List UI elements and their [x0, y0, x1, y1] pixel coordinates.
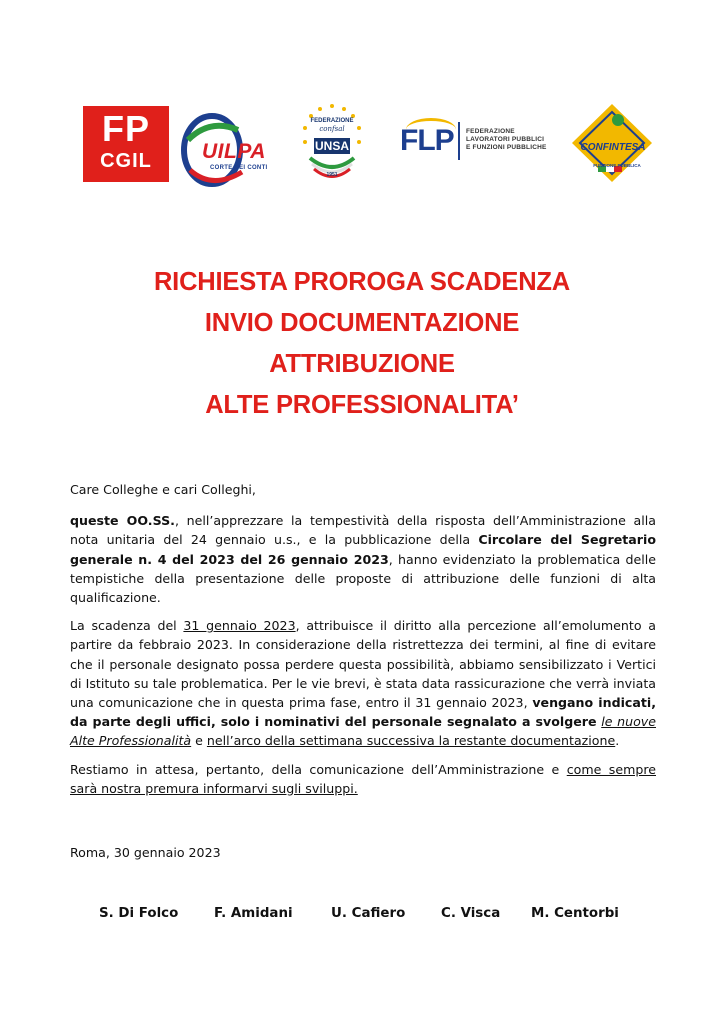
flp-logo	[400, 114, 560, 168]
signature-name: S. Di Folco	[99, 906, 179, 921]
signature-name: C. Visca	[441, 906, 501, 921]
p2-underline-2: nell’arco della settimana successiva la restante documentazione	[206, 733, 616, 749]
fp-cgil-logo	[83, 106, 169, 182]
unsa-year-label: 1951	[326, 172, 338, 178]
p3-underline-1: come sempre sarà nostra premura informarvi sugli sviluppi.	[70, 761, 656, 796]
p2-text-4: e	[191, 733, 207, 749]
letter-date: Roma, 30 gennaio 2023	[70, 845, 221, 860]
uilpa-logo-name: UILPA	[202, 140, 266, 163]
greeting: Care Colleghe e cari Colleghi,	[70, 482, 256, 497]
letter-body	[70, 480, 656, 807]
p2-underline-italic: le nuove Alte Professionalità	[70, 714, 656, 749]
fp-cgil-logo-line2: CGIL	[100, 150, 152, 172]
document-title	[0, 262, 724, 426]
p1-bold-1: queste OO.SS.	[70, 513, 175, 529]
p2-bold-1: vengano indicati, da parte degli uffici, solo i nominativi del personale segnalato a svolgere	[70, 695, 656, 730]
signature-name: F. Amidani	[214, 906, 293, 921]
fp-cgil-logo-line1: FP	[101, 108, 150, 149]
p1-text-1: , nell’apprezzare la tempestività della risposta dell’Amministrazione alla nota unitaria del 24 gennaio u.s., e la pubblicazione della	[70, 513, 656, 548]
p2-text-2: , attribuisce il diritto alla percezione all’emolumento a partire da febbraio 2023. In considerazione della ristrettezza dei termini, al fine di evitare che il personale designato possa perdere questa possibilità, abbiamo sensibilizzato i Vertici di Istituto su tale problematica. Per le vie brevi, è stata data rassicurazione che verrà inviata una comunicazione che in questa prima fase, entro il 31 gennaio 2023,	[70, 618, 656, 711]
unsa-federazione-label: FEDERAZIONE	[310, 118, 354, 124]
confintesa-name: CONFINTESA	[580, 142, 646, 153]
p3-text-1: Restiamo in attesa, pertanto, della comunicazione dell’Amministrazione e	[70, 761, 567, 777]
logo-row	[0, 96, 724, 196]
title-line: INVIO DOCUMENTAZIONE	[204, 309, 520, 337]
signature-name: M. Centorbi	[531, 906, 619, 921]
p1-bold-2: Circolare del Segretario generale n. 4 del 2023 del 26 gennaio 2023	[70, 532, 656, 567]
paragraph-1	[70, 511, 656, 607]
flp-text-line: FEDERAZIONE	[466, 128, 515, 135]
flp-divider	[458, 122, 460, 160]
title-line: ALTE PROFESSIONALITA’	[205, 391, 519, 419]
p1-text-2: , hanno evidenziato la problematica delle tempistiche della presentazione delle proposte di attribuzione delle funzioni di alta qualificazione.	[70, 551, 657, 606]
p2-text-5: .	[615, 733, 620, 749]
p2-text-1: La scadenza del	[70, 618, 184, 634]
unsa-confsal-logo	[290, 100, 374, 190]
flp-mark: FLP	[400, 124, 454, 157]
unsa-name-label: UNSA	[314, 139, 349, 153]
flp-text-line: LAVORATORI PUBBLICI	[466, 136, 545, 143]
title-line: RICHIESTA PROROGA SCADENZA	[153, 268, 571, 296]
flp-text-line: E FUNZIONI PUBBLICHE	[466, 144, 547, 151]
signatures-row	[0, 906, 724, 930]
title-line: ATTRIBUZIONE	[269, 350, 455, 378]
confintesa-subtitle: FUNZIONE PUBBLICA	[593, 163, 641, 168]
signature-name: U. Cafiero	[331, 906, 406, 921]
confintesa-logo	[568, 100, 656, 186]
paragraph-3	[70, 760, 656, 798]
flp-text	[466, 128, 547, 152]
uilpa-logo	[180, 110, 276, 188]
paragraph-2	[70, 616, 656, 750]
uilpa-logo-subtitle: CORTE DEI CONTI	[210, 165, 268, 171]
p2-underline-1: 31 gennaio 2023	[183, 618, 296, 634]
unsa-confsal-label: confsal	[319, 125, 345, 133]
